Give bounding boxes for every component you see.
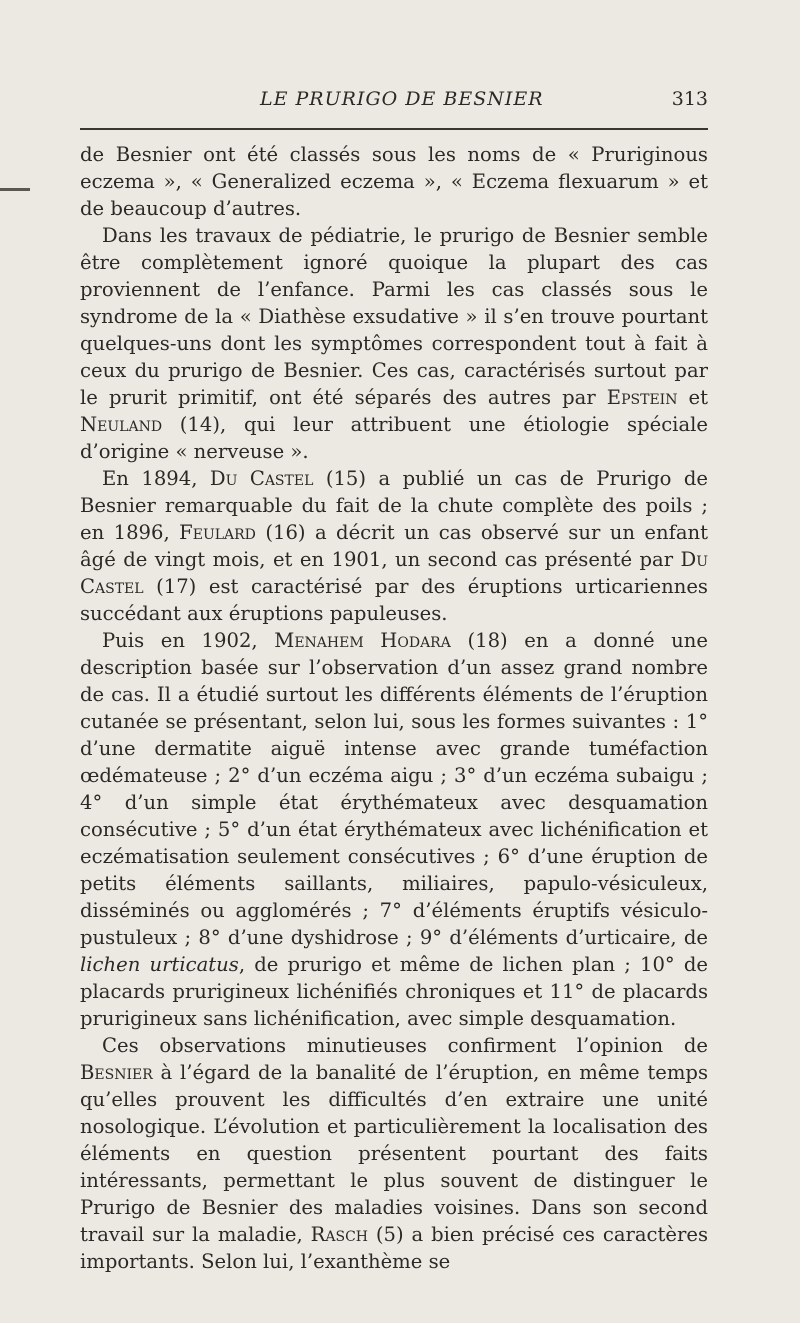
body-text: [80, 141, 708, 1275]
margin-mark: [0, 188, 30, 191]
italic-term: lichen urticatus: [80, 953, 239, 976]
paragraph-3: En 1894, Du Castel (15) a publié un cas de Prurigo de Besnier remarquable du fait de la chute complète des poils ; en 1896, Feulard (16) a décrit un cas observé sur un enfant âgé de vingt mois, et en 1901, un second cas présenté par Du Castel (17) est caractérisé par des éruptions urticariennes succédant aux éruptions papuleuses.: [80, 467, 708, 625]
page-number: 313: [671, 88, 708, 110]
author-name: Menahem Hodara: [274, 629, 451, 652]
author-name: Feulard: [179, 521, 256, 544]
author-name: Besnier: [80, 1061, 153, 1084]
author-name: Epstein: [606, 386, 678, 409]
author-name: Neuland: [80, 413, 163, 436]
page-header: [80, 88, 708, 118]
author-name: Du Castel: [80, 548, 708, 598]
paragraph-5: Ces observations minutieuses confirment l’opinion de Besnier à l’égard de la banalité de l’éruption, en même temps qu’elles prouvent les difficultés d’en extraire une unité nosologique. L’évolution et particulièrement la localisation des éléments en question présentent pourtant des faits intéressants, permettant le plus souvent de distinguer le Prurigo de Besnier des maladies voisines. Dans son second travail sur la maladie, Rasch (5) a bien précisé ces caractères importants. Selon lui, l’exanthème se: [80, 1034, 709, 1273]
running-title: LE PRURIGO DE BESNIER: [260, 88, 544, 110]
paragraph-2: Dans les travaux de pédiatrie, le prurigo de Besnier semble être complètement ignoré quoique la plupart des cas proviennent de l’enfance. Parmi les cas classés sous le syndrome de la « Diathèse exsudative » il s’en trouve pourtant quelques-uns dont les symptômes correspondent tout à fait à ceux du prurigo de Besnier. Ces cas, caractérisés surtout par le prurit primitif, ont été séparés des autres par Epstein et Neuland (14), qui leur attribuent une étiologie spéciale d’origine « nerveuse ».: [80, 224, 709, 463]
paragraph-1: de Besnier ont été classés sous les noms de « Pruriginous eczema », « Generalized eczema », « Eczema flexuarum » et de beaucoup d’autres.: [80, 143, 708, 220]
header-rule: [80, 128, 708, 130]
paragraph-4: Puis en 1902, Menahem Hodara (18) en a donné une description basée sur l’observation d’un assez grand nombre de cas. Il a étudié surtout les différents éléments de l’éruption cutanée se présentant, selon lui, sous les formes suivantes : 1° d’une dermatite aiguë intense avec grande tuméfaction œdémateuse ; 2° d’un eczéma aigu ; 3° d’un eczéma subaigu ; 4° d’un simple état érythémateux avec desquamation consécutive ; 5° d’un état érythémateux avec lichénification et eczématisation seulement consécutives ; 6° d’une éruption de petits éléments saillants, miliaires, papulo-vésiculeux, disséminés ou agglomérés ; 7° d’éléments éruptifs vésiculo-pustuleux ; 8° d’une dyshidrose ; 9° d’éléments d’urticaire, de lichen urticatus, de prurigo et même de lichen plan ; 10° de placards prurigineux lichénifiés chroniques et 11° de placards prurigineux sans lichénification, avec simple desquamation.: [80, 629, 709, 1030]
author-name: Rasch: [310, 1223, 368, 1246]
author-name: Du Castel: [209, 467, 314, 490]
